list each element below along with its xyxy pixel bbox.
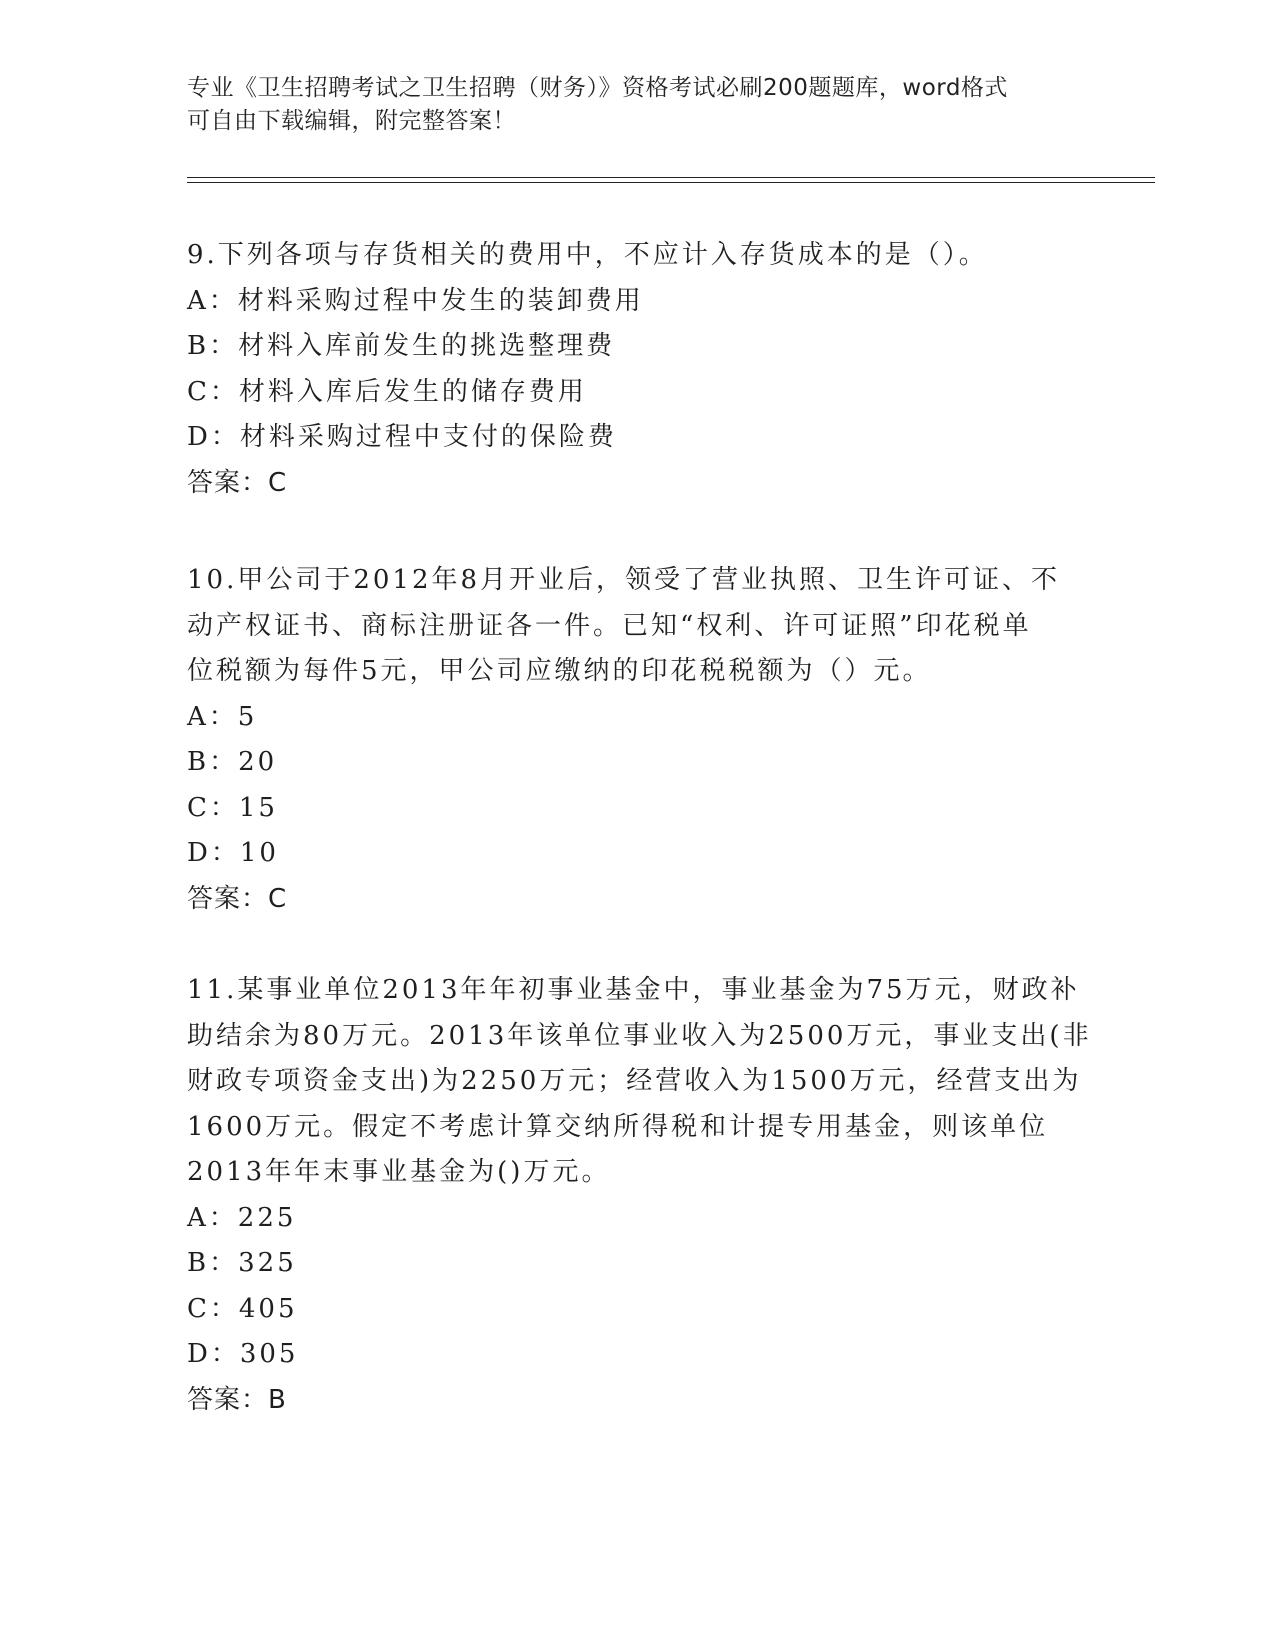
question-stem: 9.下列各项与存货相关的费用中，不应计入存货成本的是（）。 xyxy=(187,240,988,270)
option-c: C：15 xyxy=(187,792,278,823)
answer-line: 答案：B xyxy=(187,1384,287,1415)
question-stem: 11.某事业单位2013年年初事业基金中，事业基金为75万元，财政补 xyxy=(187,975,1080,1005)
option-c: C：材料入库后发生的储存费用 xyxy=(187,376,587,407)
question-9 xyxy=(187,233,1087,506)
header-divider-bottom xyxy=(187,182,1155,183)
option-b: B：20 xyxy=(187,747,278,777)
answer-line: 答案：C xyxy=(187,467,288,498)
option-a: A：5 xyxy=(187,701,258,732)
option-b: B：325 xyxy=(187,1248,297,1278)
question-stem: 2013年年末事业基金为()万元。 xyxy=(187,1157,611,1187)
option-d: D：305 xyxy=(187,1339,299,1369)
question-stem: 1600万元。假定不考虑计算交纳所得税和计提专用基金，则该单位 xyxy=(187,1111,1049,1142)
option-a: A：225 xyxy=(187,1202,297,1233)
question-11 xyxy=(187,968,1092,1423)
question-stem: 动产权证书、商标注册证各一件。已知“权利、许可证照”印花税单 xyxy=(187,610,1032,641)
header-divider-top xyxy=(187,177,1155,178)
question-stem: 助结余为80万元。2013年该单位事业收入为2500万元，事业支出(非 xyxy=(187,1020,1092,1051)
option-b: B：材料入库前发生的挑选整理费 xyxy=(187,331,616,361)
header-line-1: 专业《卫生招聘考试之卫生招聘（财务）》资格考试必刷200题题库，word格式 xyxy=(187,75,1008,101)
option-c: C：405 xyxy=(187,1293,298,1324)
document-header xyxy=(187,72,1087,138)
question-10 xyxy=(187,558,1087,922)
question-stem: 位税额为每件5元，甲公司应缴纳的印花税税额为（）元。 xyxy=(187,656,932,686)
option-a: A：材料采购过程中发生的装卸费用 xyxy=(187,285,644,316)
question-stem: 财政专项资金支出)为2250万元；经营收入为1500万元，经营支出为 xyxy=(187,1066,1082,1096)
option-d: D：10 xyxy=(187,838,279,868)
option-d: D：材料采购过程中支付的保险费 xyxy=(187,422,617,452)
answer-line: 答案：C xyxy=(187,883,288,914)
question-stem: 10.甲公司于2012年8月开业后，领受了营业执照、卫生许可证、不 xyxy=(187,565,1061,595)
header-line-2: 可自由下载编辑，附完整答案！ xyxy=(187,108,516,134)
